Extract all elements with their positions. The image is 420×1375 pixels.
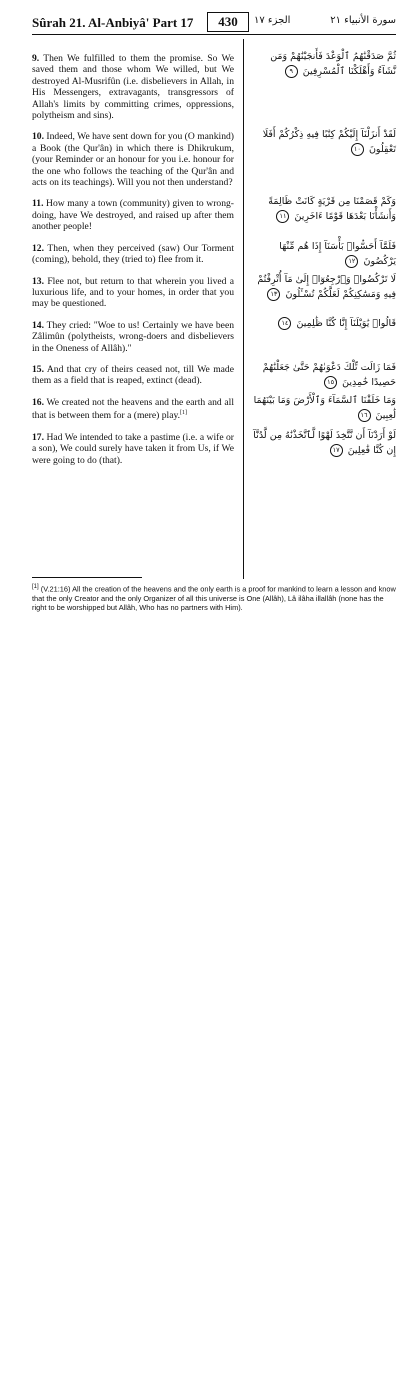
verse-translation: Flee not, but return to that wherein you lived a luxurious life, and to your homes, in order that you may be questioned. — [32, 275, 234, 310]
surah-part-title: Sûrah 21. Al-Anbiyâ' Part 17 — [32, 15, 194, 30]
verse-arabic: وَمَا خَلَقْنَا ٱلسَّمَآءَ وَٱلْأَرْضَ وَمَا بَيْنَهُمَا لَٰعِبِينَ — [253, 394, 396, 421]
ayah-marker: ١٢ — [345, 255, 358, 268]
verse-14 — [32, 317, 396, 354]
page-header — [32, 12, 396, 35]
verse-number: 16. — [32, 396, 44, 408]
verse-9 — [32, 53, 396, 121]
verse-arabic: قَالُوا۟ يَٰوَيْلَنَآ إِنَّا كُنَّا ظَٰلِمِينَ — [296, 317, 396, 329]
verse-translation: Then, when they perceived (saw) Our Torment (coming), behold, they (tried to) flee from it. — [32, 242, 234, 266]
verse-number: 17. — [32, 431, 44, 443]
verse-number: 10. — [32, 131, 44, 143]
ayah-marker: ١٠ — [351, 143, 364, 156]
verse-arabic: فَلَمَّآ أَحَسُّوا۟ بَأْسَنَآ إِذَا هُم مِّنْهَا يَرْكُضُونَ — [279, 240, 396, 267]
ayah-marker: ٩ — [285, 65, 298, 78]
verse-16 — [32, 394, 396, 422]
verse-13 — [32, 273, 396, 310]
verse-17 — [32, 429, 396, 466]
footnote-rule — [32, 577, 142, 578]
verse-15 — [32, 361, 396, 388]
verse-translation: Had We intended to take a pastime (i.e. a wife or a son), We could surely have taken it from Us, if We were going to do (that). — [32, 431, 235, 466]
verse-translation: They cried: "Woe to us! Certainly we have been Zâlimûn (polytheists, wrong-doers and disbelievers in the Oneness of Allâh)." — [32, 319, 234, 354]
verse-arabic: فَمَا زَالَت تِّلْكَ دَعْوَىٰهُمْ حَتَّىٰ جَعَلْنَٰهُمْ حَصِيدًا خَٰمِدِينَ — [262, 361, 396, 388]
verse-number: 9. — [32, 53, 40, 64]
verse-number: 15. — [32, 363, 44, 375]
verse-number: 13. — [32, 275, 44, 287]
verse-arabic: لَقَدْ أَنزَلْنَآ إِلَيْكُمْ كِتَٰبًا فِيهِ ذِكْرُكُمْ أَفَلَا تَعْقِلُونَ — [262, 129, 396, 156]
ayah-marker: ١٤ — [278, 317, 291, 330]
verse-arabic: لَوْ أَرَدْنَآ أَن نَّتَّخِذَ لَهْوًا لَّٱتَّخَذْنَٰهُ مِن لَّدُنَّآ إِن كُنَّا فَٰعِلِينَ — [253, 429, 396, 456]
verse-11 — [32, 198, 396, 232]
footnote — [32, 583, 396, 612]
verse-12 — [32, 240, 396, 267]
verse-translation: And that cry of theirs ceased not, till We made them as a field that is reaped, extinct (dead). — [32, 363, 234, 387]
verse-number: 11. — [32, 198, 44, 210]
page-number: 430 — [207, 12, 249, 32]
verse-translation: Then We fulfilled to them the promise. So We saved them and those whom We willed, but We destroyed Al-Musrifûn (i.e. disbelievers in Allah, in His Messengers, extravagants, transgressors of Allah's limits by committing crimes, oppressions, polytheism and sins). — [32, 53, 234, 122]
surah-arabic-title: سورة الأنبياء ٢١ — [330, 15, 396, 26]
ayah-marker: ١٥ — [324, 376, 337, 389]
verse-10 — [32, 131, 396, 188]
quran-page — [32, 12, 396, 612]
footnote-marker: [1] — [32, 584, 39, 590]
verse-translation: Indeed, We have sent down for you (O mankind) a Book (the Qur'ân) in which there is Dhikrukum, (your Reminder or an honour for you i.e. honour for the one who follows the teaching of the Qur'ân and acts on its teachings). Will you not then understand? — [32, 131, 234, 189]
footnote-ref[interactable]: [1] — [180, 410, 188, 417]
verse-arabic: وَكَمْ قَصَمْنَا مِن قَرْيَةٍ كَانَتْ ظَالِمَةً وَأَنشَأْنَا بَعْدَهَا قَوْمًا ءَاخَرِينَ — [268, 196, 396, 223]
verse-translation: We created not the heavens and the earth and all that is between them for a (mere) play. — [32, 396, 234, 422]
ayah-marker: ١٣ — [267, 288, 280, 301]
ayah-marker: ١٧ — [330, 444, 343, 457]
verse-number: 14. — [32, 319, 44, 331]
verse-arabic: ثُمَّ صَدَقْنَٰهُمُ ٱلْوَعْدَ فَأَنجَيْنَٰهُمْ وَمَن نَّشَآءُ وَأَهْلَكْنَا ٱلْمُسْرِفِينَ — [270, 51, 396, 77]
juz-label: الجزء ١٧ — [254, 15, 291, 26]
verse-list — [32, 53, 396, 466]
verse-arabic: لَا تَرْكُضُوا۟ وَٱرْجِعُوٓا۟ إِلَىٰ مَآ أُتْرِفْتُمْ فِيهِ وَمَسَٰكِنِكُمْ لَعَلَّكُمْ تُسْـَٔلُونَ — [257, 273, 396, 300]
ayah-marker: ١١ — [276, 210, 289, 223]
ayah-marker: ١٦ — [358, 409, 371, 422]
verse-translation: How many a town (community) given to wrong-doing, have We destroyed, and raised up after them another people! — [32, 198, 235, 233]
footnote-text: (V.21:16) All the creation of the heavens and the only earth is a proof for mankind to learn a lesson and know that the only Creator and the only Organizer of all this universe is One (Allâh), Lâ ilâha illallâh (none has the right to be worshipped but Allâh, Who has no partners with Him). — [32, 584, 396, 612]
verse-number: 12. — [32, 242, 44, 254]
